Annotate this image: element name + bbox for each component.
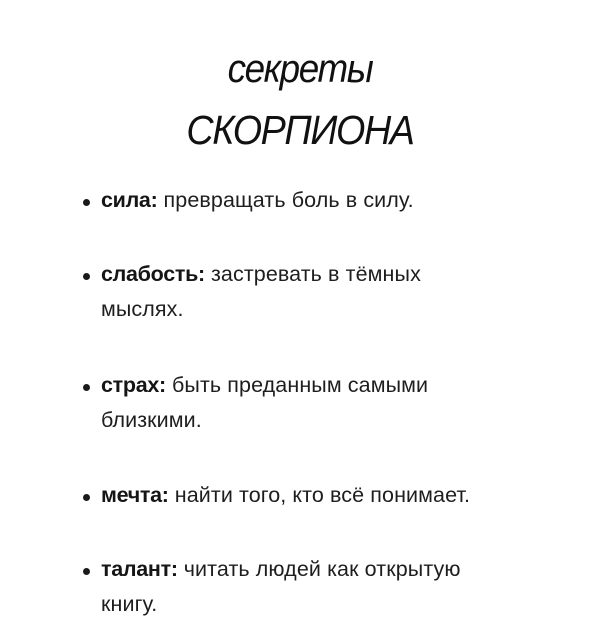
bullet-icon [83, 368, 91, 403]
title-line-2: СКОРПИОНА [186, 107, 414, 153]
item-value-continuation: мыслях. [101, 297, 184, 321]
item-key: слабость: [101, 262, 205, 286]
item-value: превращать боль в силу. [157, 188, 414, 212]
bullet-icon [83, 552, 91, 587]
item-line [101, 478, 571, 513]
list-item-weakness [101, 257, 571, 327]
bullet-icon [83, 478, 91, 513]
item-key: сила: [101, 188, 158, 212]
item-line [101, 552, 571, 587]
list-item-strength [101, 183, 571, 218]
item-value: найти того, кто всё понимает. [168, 483, 471, 507]
title-line-1: секреты [227, 47, 373, 91]
item-line [101, 368, 571, 403]
list-item-talent [101, 552, 571, 622]
bullet-icon [83, 183, 91, 218]
list-item-dream [101, 478, 571, 513]
item-key: страх: [101, 373, 166, 397]
item-line [101, 257, 571, 292]
item-value: читать людей как открытую [177, 557, 461, 581]
item-value: застревать в тёмных [204, 262, 421, 286]
item-key: талант: [101, 557, 178, 581]
list-item-fear [101, 368, 571, 438]
item-value-continuation: книгу. [101, 592, 158, 616]
item-key: мечта: [101, 483, 169, 507]
item-line [101, 183, 571, 218]
item-value-continuation: близкими. [101, 408, 202, 432]
bullet-icon [83, 257, 91, 292]
item-value: быть преданным самыми [165, 373, 429, 397]
